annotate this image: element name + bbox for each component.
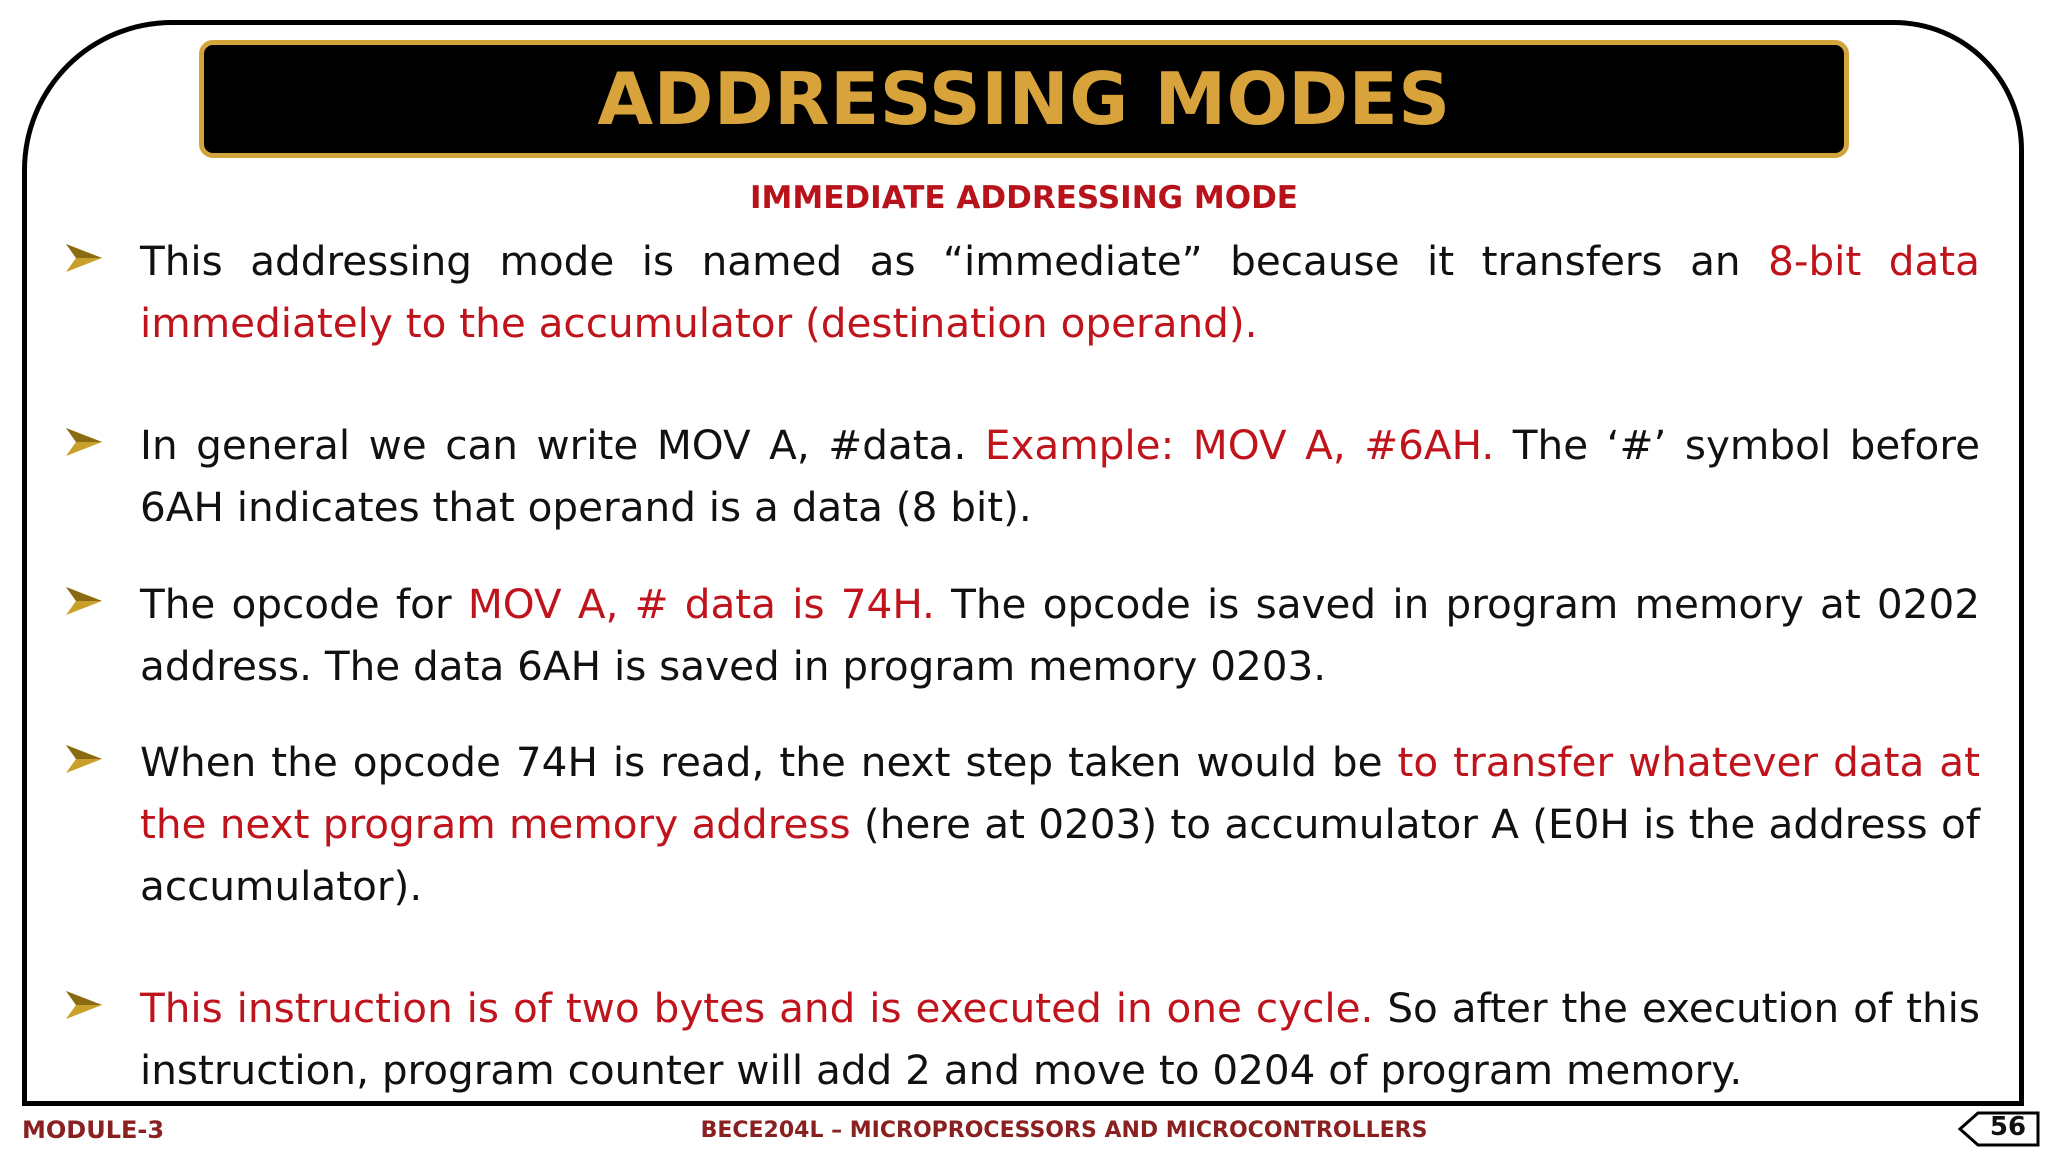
- page-badge: [1958, 1110, 2040, 1148]
- text-run: The ‘#’ symbol before 6AH indicates that operand is a data (8 bit).: [140, 421, 1980, 531]
- footer-module: MODULE-3: [22, 1116, 165, 1144]
- text-run: The opcode is saved in program memory at 0202 address. The data 6AH is saved in program memory 0203.: [140, 580, 1980, 690]
- bullet-text: [140, 230, 1980, 354]
- text-run: The opcode for: [140, 580, 468, 628]
- bullet-text: [140, 977, 1980, 1101]
- bullet-text: [140, 573, 1980, 697]
- bullet-text: [140, 414, 1980, 538]
- text-run-highlight: MOV A, # data is 74H.: [467, 580, 935, 628]
- slide-title: ADDRESSING MODES: [597, 57, 1451, 141]
- text-run-highlight: This instruction is of two bytes and is executed in one cycle.: [140, 984, 1374, 1032]
- footer-course-title: BECE204L – MICROPROCESSORS AND MICROCONTROLLERS: [700, 1118, 1428, 1143]
- slide-frame-bottom-rule: [22, 1101, 2024, 1106]
- page-number: 56: [1989, 1112, 2027, 1142]
- text-run: When the opcode 74H is read, the next step taken would be: [140, 738, 1398, 786]
- arrow-bullet-icon: [64, 741, 104, 781]
- arrow-bullet-icon: [64, 424, 104, 464]
- text-run: In general we can write MOV A, #data.: [140, 421, 985, 469]
- text-run-highlight: Example: MOV A, #6AH.: [984, 421, 1495, 469]
- text-run-highlight: 8-bit data immediately to the accumulator (destination operand).: [140, 237, 1980, 347]
- arrow-bullet-icon: [64, 240, 104, 280]
- text-run: So after the execution of this instruction, program counter will add 2 and move to 0204 of program memory.: [140, 984, 1980, 1094]
- title-bar: [199, 40, 1849, 158]
- text-run: (here at 0203) to accumulator A (E0H is the address of accumulator).: [140, 800, 1980, 910]
- arrow-bullet-icon: [64, 583, 104, 623]
- bullet-text: [140, 731, 1980, 917]
- text-run: This addressing mode is named as “immediate” because it transfers an: [140, 237, 1769, 285]
- slide-subtitle: IMMEDIATE ADDRESSING MODE: [750, 180, 1298, 216]
- text-run-highlight: to transfer whatever data at the next program memory address: [140, 738, 1980, 848]
- arrow-bullet-icon: [64, 987, 104, 1027]
